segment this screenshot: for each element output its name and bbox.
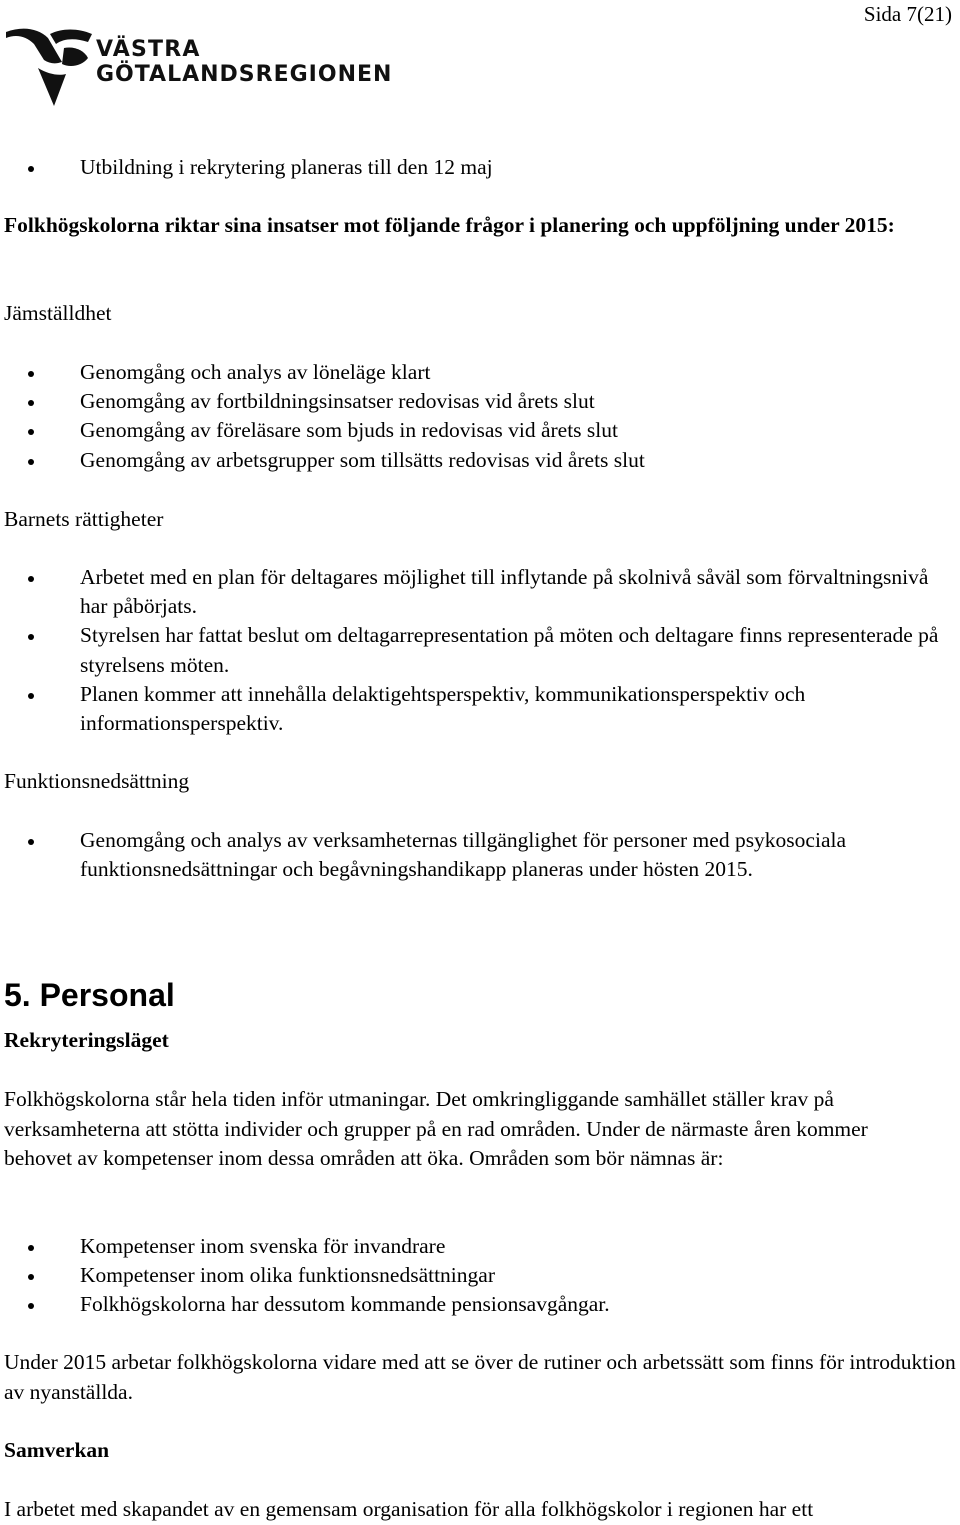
list-item: Folkhögskolorna har dessutom kommande pensionsavgångar. (4, 1290, 950, 1319)
intro-bullet-list (4, 153, 950, 182)
bullet-icon (28, 1274, 34, 1280)
bullet-icon (28, 459, 34, 465)
paragraph: Folkhögskolorna står hela tiden inför utmaningar. Det omkringliggande samhället ställer krav på verksamheterna att stötta individer och grupper på en rad områden. Under de närmaste åren kommer behovet av kompetenser inom dessa områden att öka. Områden som bör nämnas är: (4, 1087, 868, 1170)
subheading-rekryteringslaget: Rekryteringsläget (4, 1028, 169, 1052)
chapter-heading-personal: 5. Personal (4, 977, 175, 1013)
bullet-icon (28, 1245, 34, 1251)
list-item: Genomgång och analys av verksamheternas tillgänglighet för personer med psykosociala funktionsnedsättningar och begåvningshandikapp planeras under hösten 2015. (4, 826, 950, 884)
list-item: Genomgång av arbetsgrupper som tillsätts redovisas vid årets slut (4, 446, 950, 475)
paragraph: I arbetet med skapandet av en gemensam organisation för alla folkhögskolor i regionen har ett (4, 1497, 814, 1521)
bullet-icon (28, 400, 34, 406)
list-item: Genomgång och analys av löneläge klart (4, 358, 950, 387)
funktion-list (4, 826, 950, 884)
bullet-icon (28, 839, 34, 845)
bullet-icon (28, 1303, 34, 1309)
bullet-icon (28, 634, 34, 640)
list-item: Kompetenser inom olika funktionsnedsättningar (4, 1261, 950, 1290)
bullet-icon (28, 371, 34, 377)
list-item: Kompetenser inom svenska för invandrare (4, 1232, 950, 1261)
bullet-icon (28, 166, 34, 172)
bullet-icon (28, 429, 34, 435)
list-item: Styrelsen har fattat beslut om deltagarrepresentation på möten och deltagare finns representerade på styrelsens möten. (4, 621, 950, 679)
bullet-icon (28, 693, 34, 699)
personal-list (4, 1232, 950, 1320)
list-item: Arbetet med en plan för deltagares möjlighet till inflytande på skolnivå såväl som förvaltningsnivå har påbörjats. (4, 563, 950, 621)
list-item: Genomgång av fortbildningsinsatser redovisas vid årets slut (4, 387, 950, 416)
page-number: Sida 7(21) (863, 2, 952, 26)
vastra-gotalandsregionen-logo (4, 24, 393, 108)
section-heading-barnets-rattigheter: Barnets rättigheter (4, 507, 164, 531)
focus-heading: Folkhögskolorna riktar sina insatser mot följande frågor i planering och uppföljning under 2015: (4, 213, 895, 237)
list-item: Utbildning i rekrytering planeras till den 12 maj (4, 153, 950, 182)
list-item: Genomgång av föreläsare som bjuds in redovisas vid årets slut (4, 416, 950, 445)
subheading-samverkan: Samverkan (4, 1438, 110, 1462)
section-heading-jamstalldhet: Jämställdhet (4, 301, 112, 325)
bullet-icon (28, 576, 34, 582)
paragraph: Under 2015 arbetar folkhögskolorna vidare med att se över de rutiner och arbetssätt som finns för introduktion av nyanställda. (4, 1350, 956, 1404)
logo-emblem-icon (4, 24, 94, 108)
logo-text-line1: VÄSTRA (96, 37, 201, 62)
barnets-list (4, 563, 950, 738)
list-item: Planen kommer att innehålla delaktigehtsperspektiv, kommunikationsperspektiv och informationsperspektiv. (4, 680, 950, 738)
section-heading-funktionsnedsattning: Funktionsnedsättning (4, 769, 190, 793)
logo-text-line2: GÖTALANDSREGIONEN (96, 62, 393, 87)
jamstalldhet-list (4, 358, 950, 475)
